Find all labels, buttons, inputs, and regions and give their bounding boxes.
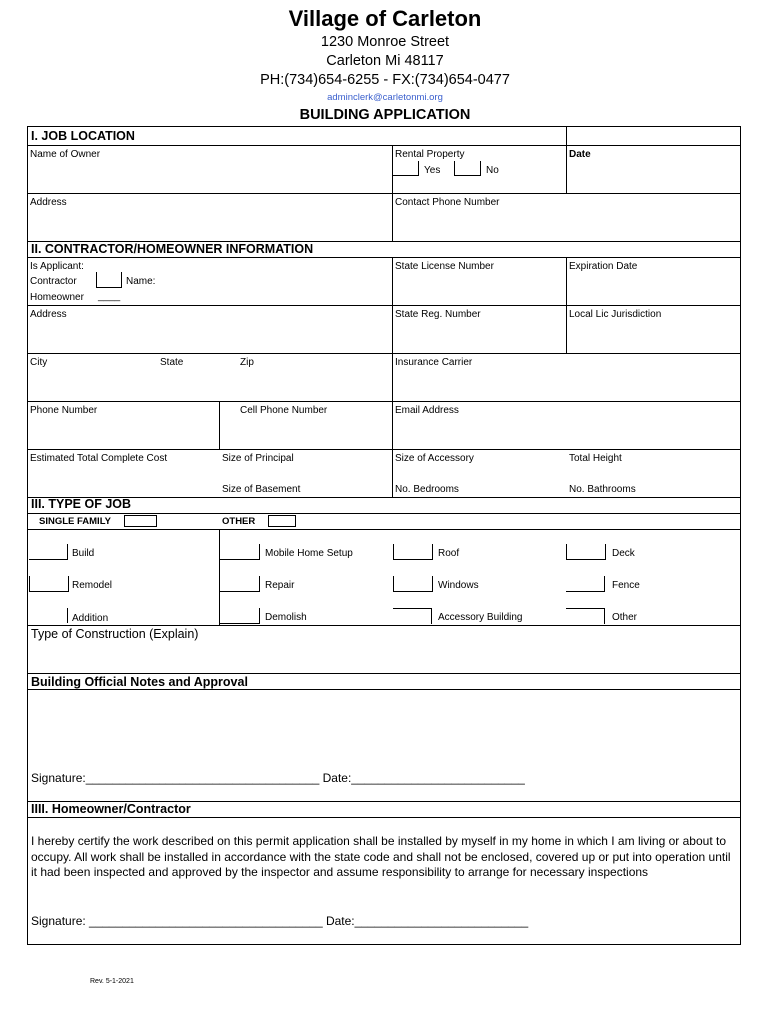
expiration-date-label: Expiration Date bbox=[569, 261, 638, 272]
city-label: City bbox=[30, 357, 48, 368]
deck-checkbox[interactable] bbox=[566, 544, 606, 560]
date-field[interactable] bbox=[569, 160, 737, 190]
contact-phone-label: Contact Phone Number bbox=[395, 197, 500, 208]
demolish-label: Demolish bbox=[265, 612, 307, 623]
single-family-label: SINGLE FAMILY bbox=[39, 516, 111, 527]
rental-no-label: No bbox=[486, 165, 499, 176]
total-height-label: Total Height bbox=[569, 453, 622, 464]
addition-label: Addition bbox=[72, 613, 109, 624]
rental-yes-label: Yes bbox=[424, 165, 441, 176]
repair-label: Repair bbox=[265, 580, 295, 591]
state-reg-label: State Reg. Number bbox=[395, 309, 481, 320]
official-notes-field[interactable] bbox=[30, 692, 737, 764]
street-address: 1230 Monroe Street bbox=[320, 34, 450, 50]
state-license-label: State License Number bbox=[395, 261, 494, 272]
section-type-of-job: III. TYPE OF JOB bbox=[31, 497, 132, 511]
accessory-building-label: Accessory Building bbox=[438, 612, 523, 623]
contractor-address-label: Address bbox=[30, 309, 67, 320]
section-official-notes: Building Official Notes and Approval bbox=[31, 675, 248, 689]
single-family-checkbox[interactable] bbox=[124, 515, 157, 527]
rental-yes-checkbox[interactable] bbox=[393, 161, 419, 176]
fence-label: Fence bbox=[612, 580, 640, 591]
size-principal-label: Size of Principal bbox=[222, 453, 294, 464]
remodel-label: Remodel bbox=[72, 580, 113, 591]
state-label: State bbox=[160, 357, 184, 368]
other-label: OTHER bbox=[222, 516, 256, 527]
accessory-building-checkbox[interactable] bbox=[393, 608, 432, 624]
contractor-checkbox[interactable] bbox=[96, 272, 122, 288]
certification-text: I hereby certify the work described on this permit application shall be installed by myself in my home in which I am living or about to occupy. All work shall be installed in accordance with the state code and shall not be enclosed, covered up or put into operation until it had been inspected and approved by the inspector and assume responsibility to arrange for necessary inspections bbox=[31, 834, 731, 880]
bathrooms-label: No. Bathrooms bbox=[569, 484, 636, 495]
homeowner-label: Homeowner bbox=[30, 292, 84, 303]
contractor-address-field[interactable] bbox=[30, 320, 390, 350]
other-checkbox[interactable] bbox=[268, 515, 296, 527]
construction-type-label: Type of Construction (Explain) bbox=[31, 627, 199, 641]
fence-checkbox[interactable] bbox=[566, 576, 605, 592]
email-address-field[interactable] bbox=[395, 416, 737, 446]
mobile-home-label: Mobile Home Setup bbox=[265, 548, 353, 559]
section-contractor: II. CONTRACTOR/HOMEOWNER INFORMATION bbox=[31, 242, 314, 256]
applicant-name-field[interactable] bbox=[160, 270, 388, 288]
windows-label: Windows bbox=[438, 580, 479, 591]
insurance-carrier-label: Insurance Carrier bbox=[395, 357, 473, 368]
section-certification: IIII. Homeowner/Contractor bbox=[31, 802, 191, 816]
size-accessory-label: Size of Accessory bbox=[395, 453, 474, 464]
expiration-date-field[interactable] bbox=[569, 272, 737, 302]
demolish-checkbox[interactable] bbox=[220, 608, 260, 624]
deck-label: Deck bbox=[612, 548, 635, 559]
addition-checkbox[interactable] bbox=[29, 608, 68, 623]
phone-fax: PH:(734)654-6255 - FX:(734)654-0477 bbox=[260, 72, 510, 88]
local-lic-field[interactable] bbox=[569, 320, 737, 350]
job-address-field[interactable] bbox=[30, 208, 390, 238]
windows-checkbox[interactable] bbox=[393, 576, 433, 592]
roof-checkbox[interactable] bbox=[393, 544, 433, 560]
other-job-label: Other bbox=[612, 612, 638, 623]
city-address: Carleton Mi 48117 bbox=[326, 53, 444, 69]
construction-type-field[interactable] bbox=[30, 643, 737, 671]
is-applicant-label: Is Applicant: bbox=[30, 261, 84, 272]
rental-no-checkbox[interactable] bbox=[454, 161, 481, 176]
owner-name-field[interactable] bbox=[30, 160, 390, 190]
roof-label: Roof bbox=[438, 548, 460, 559]
phone-number-label: Phone Number bbox=[30, 405, 98, 416]
other-job-checkbox[interactable] bbox=[566, 608, 605, 624]
revision-date: Rev. 5-1-2021 bbox=[90, 978, 134, 985]
cell-phone-label: Cell Phone Number bbox=[240, 405, 328, 416]
state-license-field[interactable] bbox=[395, 272, 563, 302]
local-lic-label: Local Lic Jurisdiction bbox=[569, 309, 662, 320]
village-title: Village of Carleton bbox=[288, 6, 482, 31]
email-address-label: Email Address bbox=[395, 405, 459, 416]
applicant-name-label: Name: bbox=[126, 276, 156, 287]
email-link[interactable]: adminclerk@carletonmi.org bbox=[327, 92, 443, 103]
form-title: BUILDING APPLICATION bbox=[299, 107, 471, 123]
contractor-label: Contractor bbox=[30, 276, 77, 287]
repair-checkbox[interactable] bbox=[220, 576, 260, 592]
estimated-cost-label: Estimated Total Complete Cost bbox=[30, 453, 168, 464]
section-job-location: I. JOB LOCATION bbox=[31, 129, 135, 143]
insurance-carrier-field[interactable] bbox=[395, 368, 737, 398]
build-checkbox[interactable] bbox=[29, 544, 68, 560]
date-label: Date bbox=[569, 149, 591, 160]
rental-property-label: Rental Property bbox=[395, 149, 465, 160]
zip-label: Zip bbox=[240, 357, 254, 368]
homeowner-signature-line[interactable]: Signature: ___________________________________ Date:__________________________ bbox=[31, 914, 529, 928]
mobile-home-checkbox[interactable] bbox=[220, 544, 260, 560]
size-basement-label: Size of Basement bbox=[222, 484, 301, 495]
owner-name-label: Name of Owner bbox=[30, 149, 101, 160]
cell-phone-field[interactable] bbox=[222, 416, 390, 446]
state-reg-field[interactable] bbox=[395, 320, 563, 350]
remodel-checkbox[interactable] bbox=[29, 576, 69, 592]
bedrooms-label: No. Bedrooms bbox=[395, 484, 459, 495]
build-label: Build bbox=[72, 548, 95, 559]
city-state-zip-field[interactable] bbox=[30, 368, 390, 398]
official-signature-line[interactable]: Signature:___________________________________ Date:__________________________ bbox=[31, 771, 525, 785]
contact-phone-field[interactable] bbox=[395, 208, 737, 238]
phone-number-field[interactable] bbox=[30, 416, 216, 446]
job-address-label: Address bbox=[30, 197, 67, 208]
homeowner-checkbox[interactable]: ____ bbox=[98, 291, 121, 302]
